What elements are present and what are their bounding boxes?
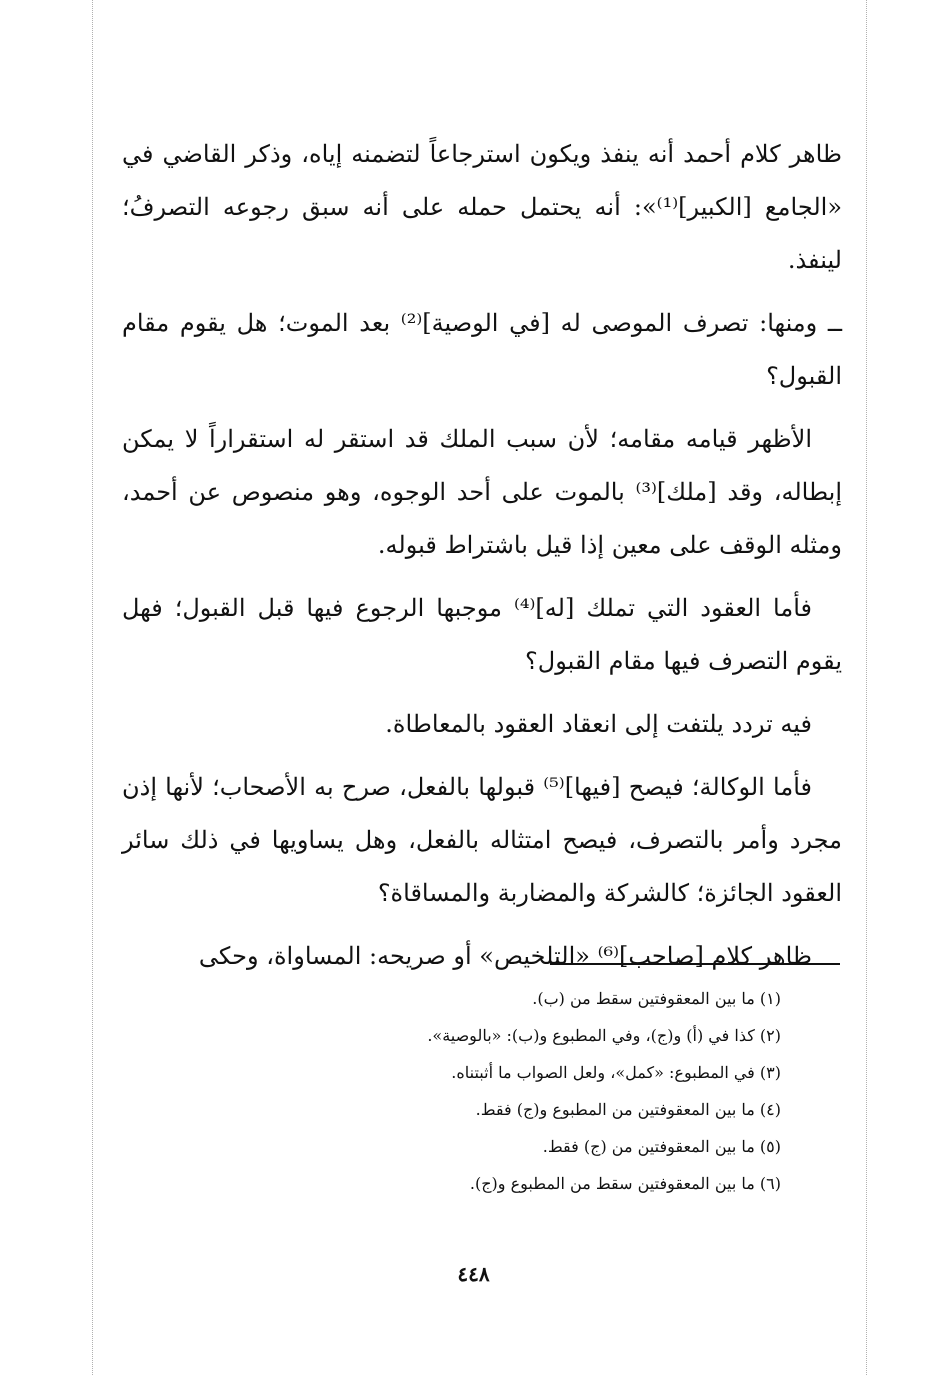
main-text <box>122 128 842 993</box>
footnote-6: (٦) ما بين المعقوفتين سقط من المطبوع و(ج). <box>469 1174 781 1193</box>
footnote-separator <box>550 963 840 965</box>
footnotes <box>161 980 781 1202</box>
page-number: ٤٤٨ <box>457 1262 490 1286</box>
footnote-2: (٢) كذا في (أ) و(ج)، وفي المطبوع و(ب): «بالوصية». <box>427 1026 781 1045</box>
footnote-3: (٣) في المطبوع: «كمل»، ولعل الصواب ما أثبتناه. <box>451 1063 781 1082</box>
paragraph-7: ظاهر كلام [صاحب]⁽⁶⁾ «التلخيص» أو صريحه: المساواة، وحكى <box>198 942 812 970</box>
paragraph-1: ظاهر كلام أحمد أنه ينفذ ويكون استرجاعاً لتضمنه إياه، وذكر القاضي في «الجامع [الكبير]⁽¹⁾»: أنه يحتمل حمله على أنه سبق رجوعه التصرفُ؛ لينفذ. <box>122 140 842 274</box>
footnote-5: (٥) ما بين المعقوفتين من (ج) فقط. <box>542 1137 781 1156</box>
paragraph-4: فأما العقود التي تملك [له]⁽⁴⁾ موجبها الرجوع فيها قبل القبول؛ فهل يقوم التصرف فيها مقام القبول؟ <box>122 594 842 675</box>
paragraph-3: الأظهر قيامه مقامه؛ لأن سبب الملك قد استقر له استقراراً لا يمكن إبطاله، وقد [ملك]⁽³⁾ بالموت على أحد الوجوه، وهو منصوص عن أحمد، ومثله الوقف على معين إذا قيل باشتراط قبوله. <box>122 425 842 559</box>
footnote-1: (١) ما بين المعقوفتين سقط من (ب). <box>532 989 781 1008</box>
paragraph-6: فأما الوكالة؛ فيصح [فيها]⁽⁵⁾ قبولها بالفعل، صرح به الأصحاب؛ لأنها إذن مجرد وأمر بالتصرف، فيصح امتثاله بالفعل، وهل يساويها في ذلك سائر العقود الجائزة؛ كالشركة والمضاربة والمساقاة؟ <box>122 773 842 907</box>
paragraph-5: فيه تردد يلتفت إلى انعقاد العقود بالمعاطاة. <box>385 710 812 738</box>
left-margin-dots <box>92 0 93 1375</box>
footnote-4: (٤) ما بين المعقوفتين من المطبوع و(ج) فقط. <box>475 1100 781 1119</box>
right-margin-dots <box>866 0 867 1375</box>
paragraph-2: ــ ومنها: تصرف الموصى له [في الوصية]⁽²⁾ بعد الموت؛ هل يقوم مقام القبول؟ <box>122 309 842 390</box>
